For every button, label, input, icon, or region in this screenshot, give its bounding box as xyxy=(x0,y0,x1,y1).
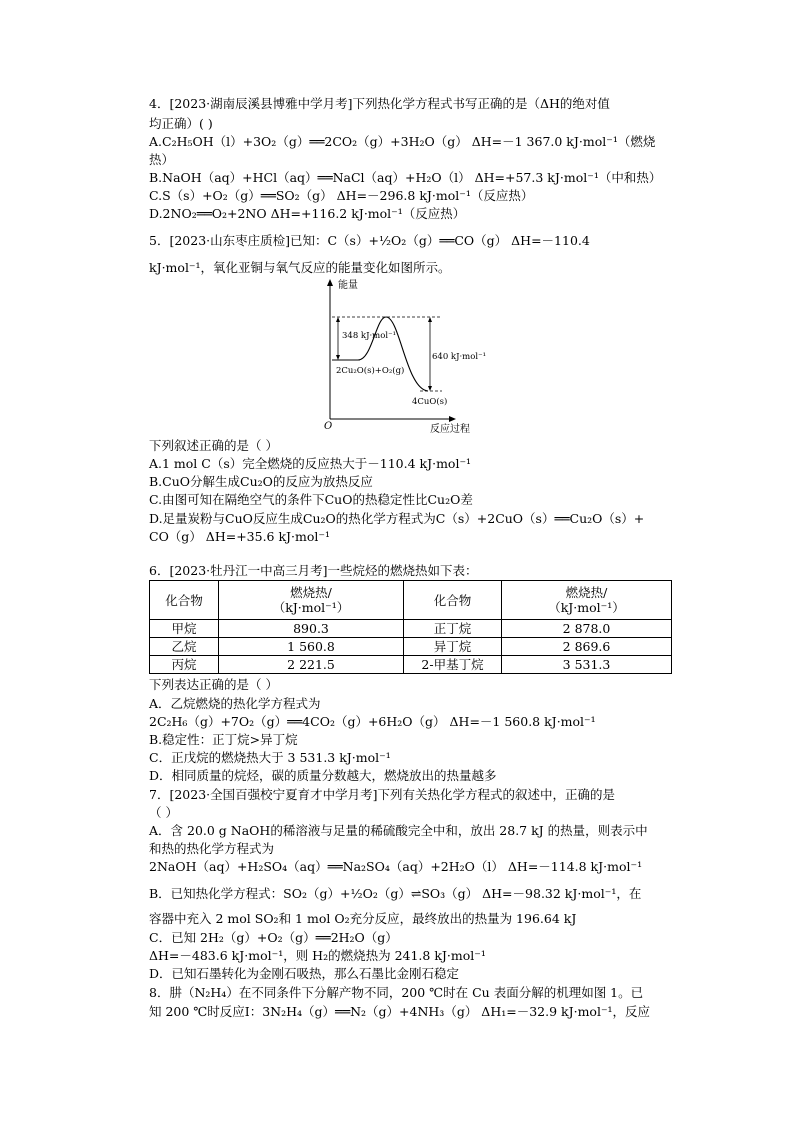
q4-option-a-line1: A.C₂H₅OH（l）+3O₂（g）══2CO₂（g）+3H₂O（g） ΔH=－1 367.0 kJ·mol⁻¹（燃烧 xyxy=(149,134,656,149)
header-heat-unit: （kJ·mol⁻¹） xyxy=(272,600,350,615)
reaction-curve xyxy=(332,317,428,391)
x-axis-arrow xyxy=(449,416,456,422)
q4-option-b: B.NaOH（aq）+HCl（aq）══NaCl（aq）+H₂O（l） ΔH=+57.3 kJ·mol⁻¹（中和热） xyxy=(149,170,662,185)
q7-stem-line2: （ ） xyxy=(149,805,178,820)
table-cell: 异丁烷 xyxy=(404,638,502,656)
ea-label: 348 kJ·mol⁻¹ xyxy=(342,331,396,341)
q6-option-a-line2: 2C₂H₆（g）+7O₂（g）══4CO₂（g）+6H₂O（g） ΔH=－1 560.8 kJ·mol⁻¹ xyxy=(149,714,596,729)
table-cell: 890.3 xyxy=(219,620,404,638)
q5-prompt: 下列叙述正确的是（ ） xyxy=(149,438,278,453)
y-axis-label: 能量 xyxy=(338,280,358,291)
reactant-label: 2Cu₂O(s)+O₂(g) xyxy=(336,366,405,376)
header-heat-title: 燃烧热/ xyxy=(290,585,332,600)
q6-option-d: D．相同质量的烷烃，碳的质量分数越大，燃烧放出的热量越多 xyxy=(149,768,497,783)
q6-option-a-line1: A．乙烷燃烧的热化学方程式为 xyxy=(149,696,321,711)
x-axis-label: 反应过程 xyxy=(430,424,470,435)
q5-option-d-line1: D.足量炭粉与CuO反应生成Cu₂O的热化学方程式为C（s）+2CuO（s）══Cu₂O（s）+ xyxy=(149,511,645,526)
origin-label: O xyxy=(324,421,333,432)
table-cell: 2-甲基丁烷 xyxy=(404,656,502,674)
table-cell: 正丁烷 xyxy=(404,620,502,638)
header-compound-2: 化合物 xyxy=(404,581,502,620)
table-cell: 甲烷 xyxy=(150,620,219,638)
dh-label: 640 kJ·mol⁻¹ xyxy=(432,352,486,362)
q7-option-c-line2: ΔH=－483.6 kJ·mol⁻¹，则 H₂的燃烧热为 241.8 kJ·mol⁻¹ xyxy=(149,948,486,963)
q4-stem-line2: 均正确）( ) xyxy=(149,116,213,131)
q7-option-a-line1: A．含 20.0 g NaOH的稀溶液与足量的稀硫酸完全中和，放出 28.7 kJ 的热量，则表示中 xyxy=(149,823,648,838)
q7-option-b-line1: B．已知热化学方程式：SO₂（g）+½O₂（g）⇌SO₃（g） ΔH=－98.32 kJ·mol⁻¹，在 xyxy=(149,886,642,901)
q5-option-d-line2: CO（g） ΔH=+35.6 kJ·mol⁻¹ xyxy=(149,529,331,544)
table-cell: 2 878.0 xyxy=(502,620,672,638)
q4-option-d: D.2NO₂══O₂+2NO ΔH=+116.2 kJ·mol⁻¹（反应热） xyxy=(149,206,466,221)
combustion-heat-table xyxy=(149,580,672,674)
q8-line1: 8．肼（N₂H₄）在不同条件下分解产物不同，200 ℃时在 Cu 表面分解的机理如图 1。已 xyxy=(149,985,644,1000)
header-heat-2 xyxy=(502,581,672,620)
q5-option-a: A.1 mol C（s）完全燃烧的反应热大于－110.4 kJ·mol⁻¹ xyxy=(149,456,472,471)
table-row xyxy=(150,620,672,638)
q5-option-c: C.由图可知在隔绝空气的条件下CuO的热稳定性比Cu₂O差 xyxy=(149,492,473,507)
q5-option-b: B.CuO分解生成Cu₂O的反应为放热反应 xyxy=(149,474,373,489)
q7-stem-line1: 7．[2023·全国百强校宁夏育才中学月考]下列有关热化学方程式的叙述中，正确的是 xyxy=(149,787,615,802)
table-header-row xyxy=(150,581,672,620)
q6-stem: 6．[2023·牡丹江一中高三月考]一些烷烃的燃烧热如下表： xyxy=(149,563,478,578)
q6-option-b: B.稳定性：正丁烷>异丁烷 xyxy=(149,732,298,747)
q6-prompt: 下列表达正确的是（ ） xyxy=(149,677,278,692)
q7-option-c-line1: C．已知 2H₂（g）+O₂（g）══2H₂O（g） xyxy=(149,930,398,945)
q4-option-c: C.S（s）+O₂（g）══SO₂（g） ΔH=－296.8 kJ·mol⁻¹（反应热） xyxy=(149,188,534,203)
table-cell: 2 869.6 xyxy=(502,638,672,656)
q5-stem-line2: kJ·mol⁻¹，氧化亚铜与氧气反应的能量变化如图所示。 xyxy=(149,260,451,275)
table-cell: 3 531.3 xyxy=(502,656,672,674)
q5-stem-line1: 5．[2023·山东枣庄质检]已知：C（s）+½O₂（g）══CO（g） ΔH=－110.4 xyxy=(149,233,590,248)
table-row xyxy=(150,656,672,674)
energy-diagram xyxy=(320,277,486,435)
q6-option-c: C．正戊烷的燃烧热大于 3 531.3 kJ·mol⁻¹ xyxy=(149,750,391,765)
q7-option-a-line3: 2NaOH（aq）+H₂SO₄（aq）══Na₂SO₄（aq）+2H₂O（l） ΔH=－114.8 kJ·mol⁻¹ xyxy=(149,859,643,874)
header-heat-title-2: 燃烧热/ xyxy=(565,585,608,600)
header-heat xyxy=(219,581,404,620)
header-heat-unit-2: （kJ·mol⁻¹） xyxy=(548,600,625,615)
table-row xyxy=(150,638,672,656)
q4-option-a-line2: 热） xyxy=(149,152,175,167)
product-label: 4CuO(s) xyxy=(412,397,448,407)
q7-option-d: D．已知石墨转化为金刚石吸热，那么石墨比金刚石稳定 xyxy=(149,966,460,981)
q8-line2: 知 200 ℃时反应Ⅰ：3N₂H₄（g）══N₂（g）+4NH₃（g） ΔH₁=－32.9 kJ·mol⁻¹，反应 xyxy=(149,1004,651,1019)
q7-option-b-line2: 容器中充入 2 mol SO₂和 1 mol O₂充分反应，最终放出的热量为 196.64 kJ xyxy=(149,911,577,926)
q4-stem-line1: 4．[2023·湖南辰溪县博雅中学月考]下列热化学方程式书写正确的是（ΔH的绝对值 xyxy=(149,96,610,111)
y-axis-arrow xyxy=(327,279,333,286)
table-cell: 乙烷 xyxy=(150,638,219,656)
table-cell: 2 221.5 xyxy=(219,656,404,674)
table-cell: 丙烷 xyxy=(150,656,219,674)
header-compound: 化合物 xyxy=(150,581,219,620)
q7-option-a-line2: 和热的热化学方程式为 xyxy=(149,841,275,856)
table-cell: 1 560.8 xyxy=(219,638,404,656)
